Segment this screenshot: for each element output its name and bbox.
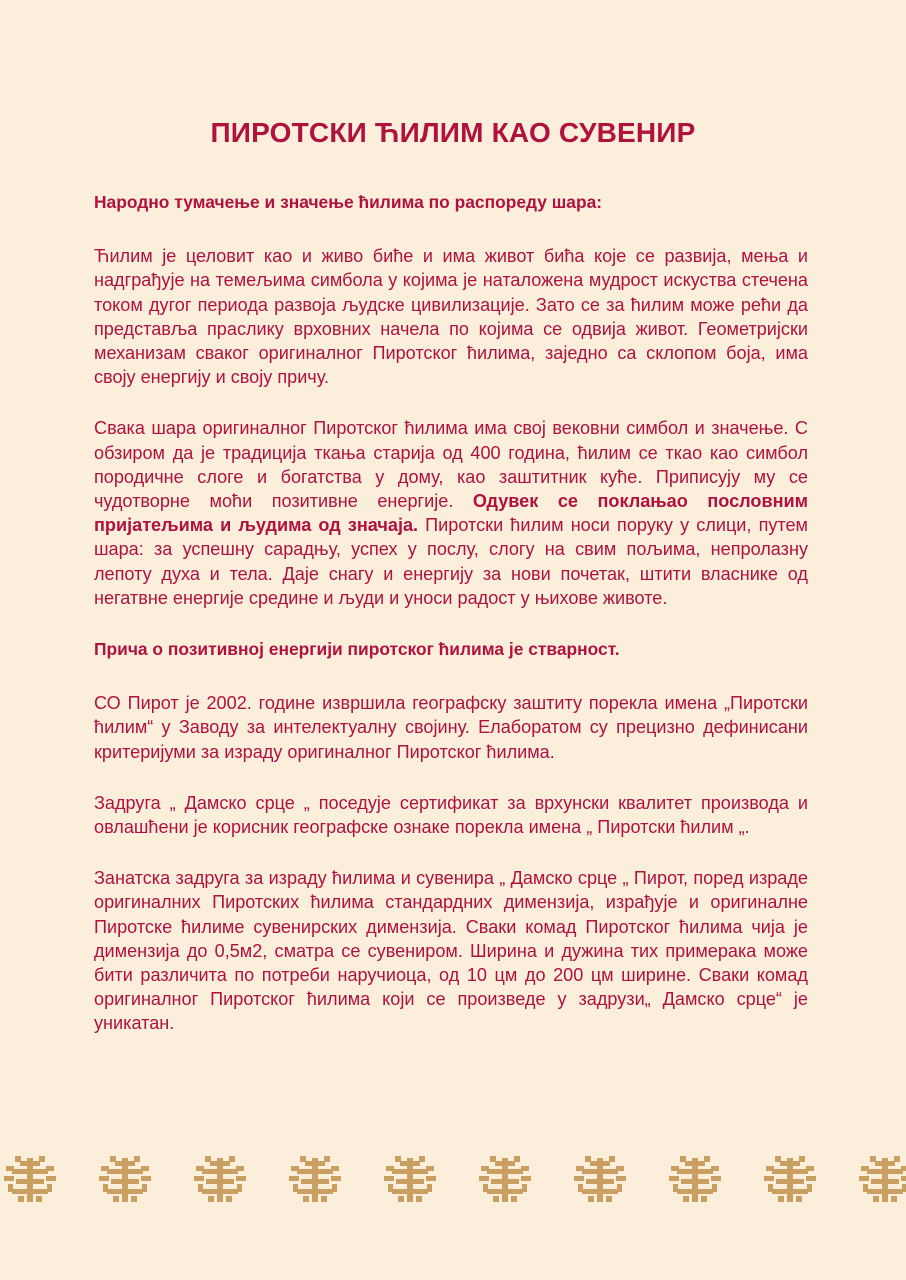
paragraph-souvenir-dimensions: Занатска задруга за израду ћилима и сувенира „ Дамско срце „ Пирот, поред израде оригиналних Пиротских ћилима стандардних димензија, израђује и оригиналне Пиротске ћилиме сувенирских димензија. Сваки комад Пиротског ћилима чија је димензија до 0,5м2, сматра се сувениром. Ширина и дужина тих примерака може бити различита по потреби наручиоца, од 10 цм до 200 цм ширине. Сваки комад оригиналног Пиротског ћилима који се произведе у задрузи„ Дамско срце“ је уникатан. — [94, 868, 808, 1034]
pirot-kilim-motif-icon — [859, 1156, 906, 1202]
paragraph-text: Пиротски ћилим носи поруку у слици, путем шара: за успешну сарадњу, успех у послу, слогу на свим пољима, непролазну лепоту духа и тела. Даје снагу и енергију за нови почетак, штити власнике од негатвне енергије средине и људи и уноси радост у њихове животе. — [94, 515, 808, 608]
pirot-kilim-motif-icon — [194, 1156, 246, 1202]
pirot-kilim-motif-icon — [99, 1156, 151, 1202]
pirot-kilim-motif-icon — [384, 1156, 436, 1202]
paragraph-text: Свака шара оригиналног Пиротског ћилима има свој вековни симбол и значење. С обзиром да је традиција ткања старија од 400 година, ћилим се ткао као симбол породичне слоге и богатства у дому, као заштитник куће. Приписују му се чудотворне моћи позитивне енергије. — [94, 418, 808, 512]
pirot-kilim-motif-icon — [764, 1156, 816, 1202]
ornamental-border — [0, 1154, 906, 1206]
paragraph-pattern-symbolism — [94, 416, 808, 610]
pirot-kilim-motif-icon — [4, 1156, 56, 1202]
pirot-kilim-motif-icon — [574, 1156, 626, 1202]
paragraph-certificate: Задруга „ Дамско срце „ поседује сертификат за врхунски квалитет производа и овлашћени је корисник географске ознаке порекла имена „ Пиротски ћилим „. — [94, 792, 808, 838]
document-body — [94, 190, 808, 1036]
emphasis-text: Одувек се поклањао пословним пријатељима и људима од значаја. — [94, 491, 808, 536]
paragraph-kilim-life: Ћилим је целовит као и живо биће и има живот бића које се развија, мења и надграђује на темељима симбола у којима је наталожена мудрост искуства стечена током дугог периода развоја људске цивилизације. Зато се за ћилим може рећи да представља праслику врховних начела по којима се одвија живот. Геометријски механизам сваког оригиналног Пиротског ћилима, заједно са склопом боја, има своју енергију и своју причу. — [94, 246, 808, 388]
page-title: ПИРОТСКИ ЋИЛИМ КАО СУВЕНИР — [210, 117, 696, 148]
pirot-kilim-motif-icon — [289, 1156, 341, 1202]
pirot-kilim-motif-icon — [479, 1156, 531, 1202]
section-heading-positive-energy: Прича о позитивној енергији пиротског ћилима је стварност. — [94, 639, 620, 660]
paragraph-geographic-protection: СО Пирот је 2002. године извршила географску заштиту порекла имена „Пиротски ћилим“ у Заводу за интелектуалну својину. Елаборатом су прецизно дефинисани критеријуми за израду оригиналног Пиротског ћилима. — [94, 693, 808, 762]
pirot-kilim-motif-icon — [669, 1156, 721, 1202]
section-heading-interpretation: Народно тумачење и значење ћилима по распореду шара: — [94, 192, 603, 212]
